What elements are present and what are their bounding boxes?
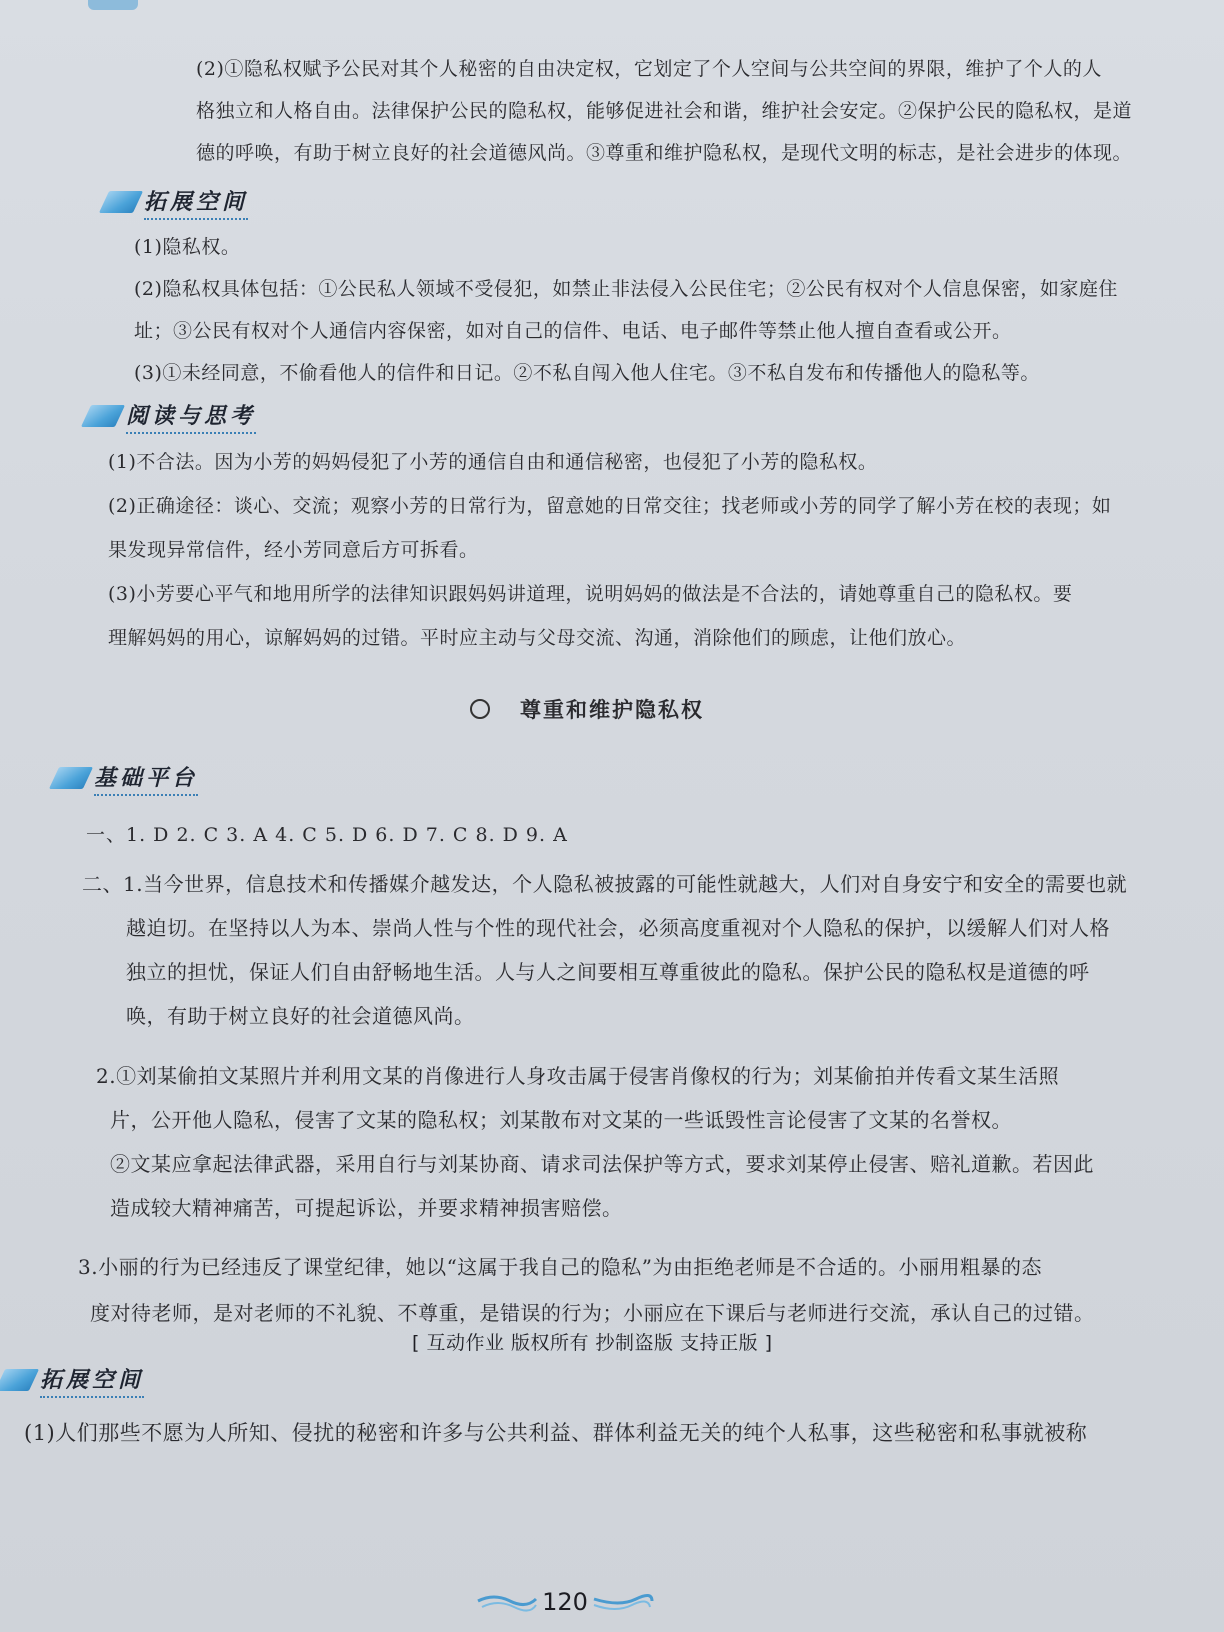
section-label: 阅读与思考 [126,399,256,434]
text-line: 独立的担忧，保证人们自由舒畅地生活。人与人之间要相互尊重彼此的隐私。保护公民的隐私权是道德的呼 [126,960,1090,984]
text-line: 德的呼唤，有助于树立良好的社会道德风尚。③尊重和维护隐私权，是现代文明的标志，是社会进步的体现。 [196,142,1133,164]
page-number [470,1580,660,1624]
cube-icon [49,767,93,789]
text-line: ②文某应拿起法律武器，采用自行与刘某协商、请求司法保护等方式，要求刘某停止侵害、赔礼道歉。若因此 [110,1152,1094,1176]
text-line: (2)正确途径：谈心、交流；观察小芳的日常行为，留意她的日常交往；找老师或小芳的同学了解小芳在校的表现；如 [108,495,1112,517]
text-line: (2)隐私权具体包括：①公民私人领域不受侵犯，如禁止非法侵入公民住宅；②公民有权对个人信息保密，如家庭住 [134,278,1118,300]
page-number-text: 120 [542,1588,588,1616]
text-line: (1)不合法。因为小芳的妈妈侵犯了小芳的通信自由和通信秘密，也侵犯了小芳的隐私权。 [108,451,878,473]
section-header-tuozhan-2 [0,1362,144,1398]
answer-block-q2-1 [82,862,1127,1038]
answer-block-privacy-significance [196,48,1132,174]
answer-block-extension [134,226,1118,394]
copyright-watermark: [ 互动作业 版权所有 抄制盗版 支持正版 ] [412,1328,773,1355]
text-line: (3)小芳要心平气和地用所学的法律知识跟妈妈讲道理，说明妈妈的做法是不合法的，请她尊重自己的隐私权。要 [108,583,1073,605]
text-line: (3)①未经同意，不偷看他人的信件和日记。②不私自闯入他人住宅。③不私自发布和传播他人的隐私等。 [134,362,1040,384]
lesson-title [470,694,704,724]
answer-block-q2-3 [78,1244,1095,1336]
wave-decoration-icon [592,1591,654,1613]
section-label: 拓展空间 [40,1363,144,1398]
text-line: 唤，有助于树立良好的社会道德风尚。 [126,1004,475,1028]
text-line: (2)①隐私权赋予公民对其个人秘密的自由决定权，它划定了个人空间与公共空间的界限，维护了个人的人 [196,58,1102,80]
text-line: 片，公开他人隐私，侵害了文某的隐私权；刘某散布对文某的一些诋毁性言论侵害了文某的名誉权。 [110,1108,1012,1132]
section-header-tuozhan-1 [104,184,248,220]
text-line: 二、1.当今世界，信息技术和传播媒介越发达，个人隐私被披露的可能性就越大，人们对自身安宁和安全的需要也就 [82,872,1128,896]
lesson-title-text: 尊重和维护隐私权 [520,698,704,722]
circle-icon [470,699,490,719]
text-line: (1)隐私权。 [134,236,241,258]
answer-block-reading [108,440,1111,660]
text-line: 越迫切。在坚持以人为本、崇尚人性与个性的现代社会，必须高度重视对个人隐私的保护，以缓解人们对人格 [126,916,1110,940]
multiple-choice-answers: 一、1. D 2. C 3. A 4. C 5. D 6. D 7. C 8. D 9. A [86,824,568,846]
text-line: 3.小丽的行为已经违反了课堂纪律，她以“这属于我自己的隐私”为由拒绝老师是不合适的。小丽用粗暴的态 [78,1255,1043,1279]
text-line: 造成较大精神痛苦，可提起诉讼，并要求精神损害赔偿。 [110,1196,623,1220]
cube-icon [0,1369,39,1391]
cube-icon [81,405,125,427]
answer-block-extension-2 [24,1412,1087,1454]
section-header-yuedu [86,398,256,434]
text-line: 理解妈妈的用心，谅解妈妈的过错。平时应主动与父母交流、沟通，消除他们的顾虑，让他们放心。 [108,627,967,649]
answer-block-q2-2 [96,1054,1094,1230]
text-line: 果发现异常信件，经小芳同意后方可拆看。 [108,539,479,561]
section-header-jichu [54,760,198,796]
text-line: 格独立和人格自由。法律保护公民的隐私权，能够促进社会和谐，维护社会安定。②保护公民的隐私权，是道 [196,100,1133,122]
top-edge-decoration [88,0,138,10]
cube-icon [99,191,143,213]
text-line: (1)人们那些不愿为人所知、侵扰的秘密和许多与公共利益、群体利益无关的纯个人私事，这些秘密和私事就被称 [24,1421,1088,1445]
text-line: 2.①刘某偷拍文某照片并利用文某的肖像进行人身攻击属于侵害肖像权的行为；刘某偷拍并传看文某生活照 [96,1064,1060,1088]
wave-decoration-icon [476,1591,538,1613]
text-line: 址；③公民有权对个人通信内容保密，如对自己的信件、电话、电子邮件等禁止他人擅自查看或公开。 [134,320,1012,342]
section-label: 基础平台 [94,761,198,796]
text-line: 度对待老师，是对老师的不礼貌、不尊重，是错误的行为；小丽应在下课后与老师进行交流，承认自己的过错。 [90,1301,1095,1325]
section-label: 拓展空间 [144,185,248,220]
